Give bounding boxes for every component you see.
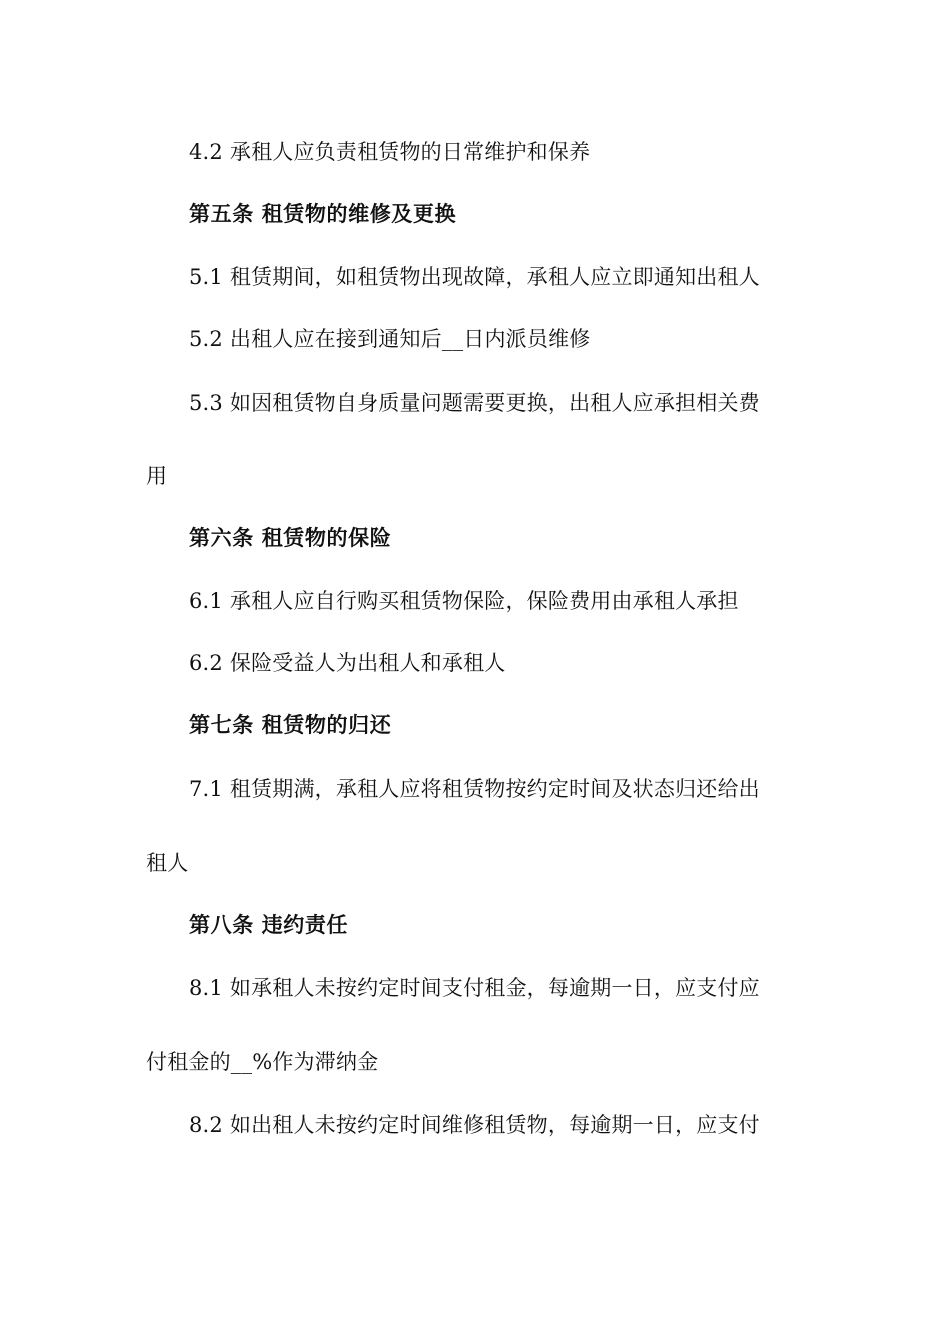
clause-5-2: 5.2 出租人应在接到通知后__日内派员维修 xyxy=(189,327,591,351)
clause-5-1: 5.1 租赁期间，如租赁物出现故障，承租人应立即通知出租人 xyxy=(189,265,760,289)
clause-8-2: 8.2 如出租人未按约定时间维修租赁物，每逾期一日，应支付 xyxy=(189,1113,760,1137)
clause-5-3-continuation: 用 xyxy=(146,464,168,488)
heading-article-8: 第八条 违约责任 xyxy=(189,913,349,937)
clause-8-1-continuation: 付租金的__%作为滞纳金 xyxy=(146,1050,379,1074)
clause-5-3: 5.3 如因租赁物自身质量问题需要更换，出租人应承担相关费 xyxy=(189,391,760,415)
clause-7-1: 7.1 租赁期满，承租人应将租赁物按约定时间及状态归还给出 xyxy=(189,777,760,801)
clause-6-2: 6.2 保险受益人为出租人和承租人 xyxy=(189,651,506,675)
heading-article-6: 第六条 租赁物的保险 xyxy=(189,526,392,550)
clause-4-2: 4.2 承租人应负责租赁物的日常维护和保养 xyxy=(189,140,591,164)
clause-7-1-continuation: 租人 xyxy=(146,851,189,875)
heading-article-7: 第七条 租赁物的归还 xyxy=(189,713,392,737)
clause-8-1: 8.1 如承租人未按约定时间支付租金，每逾期一日，应支付应 xyxy=(189,976,760,1000)
clause-6-1: 6.1 承租人应自行购买租赁物保险，保险费用由承租人承担 xyxy=(189,589,739,613)
heading-article-5: 第五条 租赁物的维修及更换 xyxy=(189,202,457,226)
